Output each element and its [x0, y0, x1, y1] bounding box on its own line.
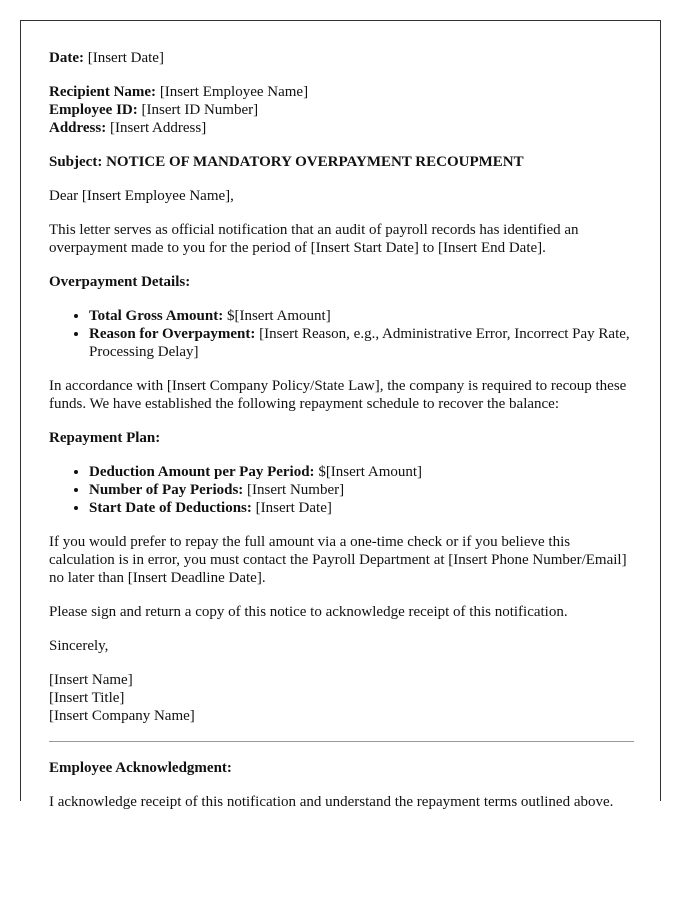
salutation: Dear [Insert Employee Name],: [49, 188, 234, 204]
item-value: [Insert Number]: [243, 482, 345, 498]
signature-company: [Insert Company Name]: [49, 708, 195, 724]
address-label: Address:: [49, 120, 107, 136]
item-value: $[Insert Amount]: [223, 308, 331, 324]
item-label: Deduction Amount per Pay Period:: [89, 464, 315, 480]
divider: [49, 741, 634, 742]
intro-paragraph: This letter serves as official notification that an audit of payroll records has identified an overpayment made to you for the period of [Insert Start Date] to [Insert End Date].: [49, 222, 579, 256]
closing: Sincerely,: [49, 638, 109, 654]
address-value: [Insert Address]: [106, 120, 207, 136]
sign-request-paragraph: Please sign and return a copy of this notice to acknowledge receipt of this notification.: [49, 604, 568, 620]
letter-page: [20, 20, 661, 810]
employee-id-label: Employee ID:: [49, 102, 138, 118]
item-value: [Insert Date]: [251, 500, 332, 516]
contact-paragraph: If you would prefer to repay the full amount via a one-time check or if you believe this calculation is in error, you must contact the Payroll Department at [Insert Phone Number/Email] no later than [Insert Deadline Date].: [49, 534, 627, 586]
subject-value: NOTICE OF MANDATORY OVERPAYMENT RECOUPMENT: [102, 154, 524, 170]
employee-id-value: [Insert ID Number]: [137, 102, 259, 118]
signature-block: [49, 671, 634, 725]
letter-content: [49, 49, 634, 827]
signature-name: [Insert Name]: [49, 672, 133, 688]
item-label: Number of Pay Periods:: [89, 482, 244, 498]
signature-title: [Insert Title]: [49, 690, 125, 706]
repayment-list: [49, 463, 634, 517]
overpayment-heading: Overpayment Details:: [49, 274, 191, 290]
recipient-name-label: Recipient Name:: [49, 84, 157, 100]
list-item: [89, 499, 634, 517]
accordance-paragraph: In accordance with [Insert Company Policy/State Law], the company is required to recoup these funds. We have established the following repayment schedule to recover the balance:: [49, 378, 627, 412]
date-label: Date:: [49, 50, 84, 66]
date-value: [Insert Date]: [83, 50, 164, 66]
acknowledgment-heading: Employee Acknowledgment:: [49, 760, 232, 776]
recipient-name-value: [Insert Employee Name]: [156, 84, 309, 100]
acknowledgment-text: I acknowledge receipt of this notification and understand the repayment terms outlined above.: [49, 794, 614, 810]
item-value: $[Insert Amount]: [314, 464, 423, 480]
list-item: [89, 463, 634, 481]
list-item: [89, 325, 634, 361]
overpayment-list: [49, 307, 634, 361]
subject-line: [49, 153, 634, 171]
item-value: [Insert Reason, e.g., Administrative Error, Incorrect Pay Rate, Processing Delay]: [89, 326, 630, 360]
item-label: Reason for Overpayment:: [89, 326, 256, 342]
list-item: [89, 307, 634, 325]
date-line: [49, 49, 634, 67]
item-label: Start Date of Deductions:: [89, 500, 252, 516]
item-label: Total Gross Amount:: [89, 308, 224, 324]
repayment-heading: Repayment Plan:: [49, 430, 161, 446]
list-item: [89, 481, 634, 499]
recipient-block: [49, 83, 634, 137]
subject-label: Subject:: [49, 154, 103, 170]
